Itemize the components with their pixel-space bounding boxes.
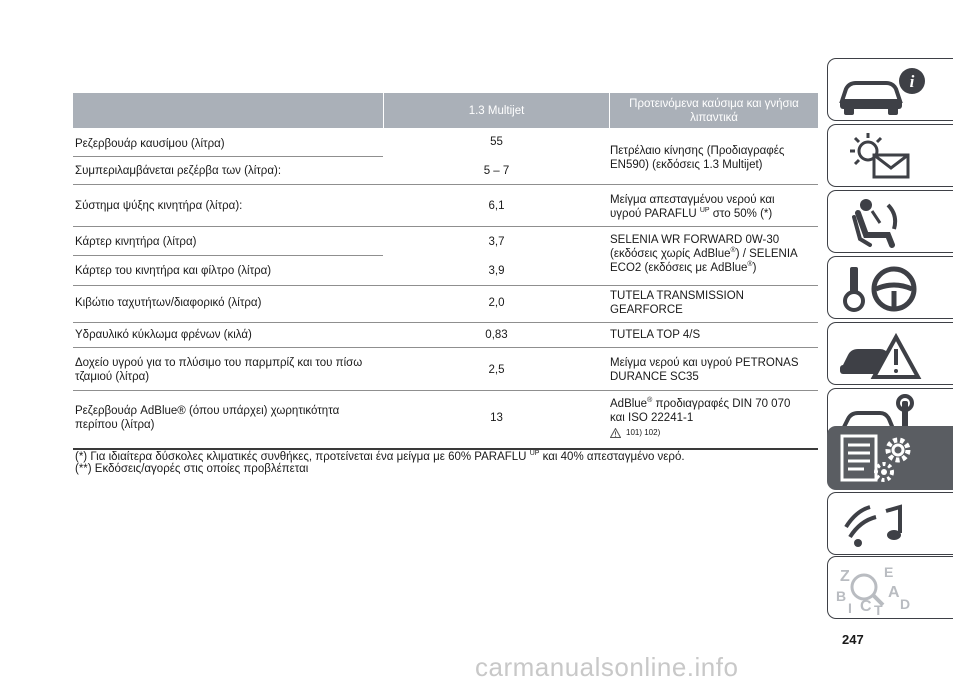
- text-part: ): [752, 262, 757, 274]
- row-label-line: τζαμιού (λίτρα): [75, 371, 150, 383]
- chapter-tab-safety[interactable]: [827, 190, 953, 253]
- text-line: Πετρέλαιο κίνησης (Προδιαγραφές: [610, 145, 785, 157]
- coolant-recommendation: [610, 193, 822, 221]
- footnote-coolant: [75, 451, 685, 463]
- row-label: Σύστημα ψύξης κινητήρα (λίτρα):: [75, 200, 243, 212]
- alphabetical-index-icon: [836, 561, 936, 617]
- watermark: carmanualsonline.info: [475, 652, 739, 682]
- registered-mark: ®: [747, 261, 753, 269]
- header-recommended-cell: [610, 93, 818, 128]
- text-line: [610, 261, 822, 275]
- row-value: 5 – 7: [483, 165, 510, 177]
- row-label-line: Ρεζερβουάρ AdBlue® (όπου υπάρχει) χωρητικότητα: [75, 405, 340, 417]
- washer-fluid-recommendation: [610, 356, 822, 384]
- svg-text:E: E: [884, 564, 894, 580]
- car-info-icon: [836, 63, 936, 119]
- chapter-tab-multimedia[interactable]: [827, 492, 953, 555]
- row-value: 3,7: [488, 236, 505, 248]
- text-line: EN590) (εκδόσεις 1.3 Multijet): [610, 159, 763, 171]
- text-line: [610, 426, 822, 440]
- row-value: 6,1: [488, 200, 505, 212]
- adblue-recommendation: [610, 397, 822, 440]
- header-blank-cell: [73, 93, 383, 128]
- technical-data-gear-icon: [836, 432, 936, 488]
- svg-text:T: T: [874, 602, 883, 617]
- chapter-tab-starting-driving[interactable]: [827, 256, 953, 319]
- row-value: 0,83: [485, 329, 508, 341]
- breakdown-car-icon: [836, 327, 936, 383]
- text-part: στο 50% (*): [712, 208, 773, 220]
- text-line: TUTELA TRANSMISSION: [610, 290, 744, 302]
- row-divider: [73, 285, 818, 286]
- chapter-tab-knowing-your-car[interactable]: [827, 58, 953, 121]
- reference-numbers: 101) 102): [626, 428, 661, 437]
- row-divider: [73, 390, 818, 391]
- row-value: 3,9: [488, 265, 505, 277]
- key-steering-wheel-icon: [836, 261, 936, 317]
- chapter-tab-index[interactable]: [827, 556, 953, 619]
- text-part: προδιαγραφές DIN 70 070: [652, 398, 791, 410]
- svg-text:A: A: [888, 584, 900, 601]
- row-value: 55: [490, 136, 503, 148]
- text-line: Μείγμα απεσταγμένου νερού και: [610, 194, 775, 206]
- svg-text:B: B: [836, 588, 847, 604]
- gearbox-oil-recommendation: [610, 289, 822, 317]
- engine-oil-recommendation: [610, 233, 822, 275]
- svg-text:Z: Z: [840, 568, 850, 585]
- svg-text:D: D: [900, 596, 911, 612]
- text-line: [610, 397, 822, 411]
- table-bottom-rule: [73, 448, 818, 450]
- row-label: Κιβώτιο ταχυτήτων/διαφορικό (λίτρα): [75, 297, 262, 309]
- text-part: (*) Για ιδιαίτερα δύσκολες κλιματικές συνθήκες, προτείνεται ένα μείγμα με 60% PARAFLU: [75, 451, 527, 463]
- svg-text:i: i: [909, 72, 915, 91]
- warning-light-message-icon: [836, 129, 936, 185]
- text-line: GEARFORCE: [610, 304, 683, 316]
- text-part: ECO2 (εκδόσεις με AdBlue: [610, 262, 748, 274]
- warning-triangle-icon: [610, 428, 621, 438]
- text-line: [610, 207, 822, 221]
- text-part: AdBlue: [610, 398, 648, 410]
- text-line: και ISO 22241-1: [610, 412, 694, 424]
- superscript: UP: [699, 207, 710, 215]
- airbag-seat-icon: [836, 195, 936, 251]
- text-part: ) / SELENIA: [735, 248, 798, 260]
- row-label: [75, 404, 339, 432]
- row-label-line: Δοχείο υγρού για το πλύσιμο του παρμπρίζ και του πίσω: [75, 357, 363, 369]
- svg-text:I: I: [848, 600, 852, 616]
- row-label: [75, 356, 362, 384]
- footnote-markets: (**) Εκδόσεις/αγορές στις οποίες προβλέπεται: [75, 463, 309, 475]
- row-label: Κάρτερ του κινητήρα και φίλτρο (λίτρα): [75, 265, 272, 277]
- text-line: Μείγμα νερού και υγρού PETRONAS: [610, 357, 799, 369]
- row-value: 2,5: [488, 364, 505, 376]
- chapter-tab-emergency[interactable]: [827, 322, 953, 385]
- row-divider: [73, 184, 818, 185]
- text-part: και 40% απεσταγμένο νερό.: [542, 451, 685, 463]
- row-label: Ρεζερβουάρ καυσίμου (λίτρα): [75, 138, 225, 150]
- row-value: 13: [490, 412, 503, 424]
- text-part: υγρού PARAFLU: [610, 208, 697, 220]
- row-divider: [73, 156, 383, 157]
- multimedia-music-icon: [836, 497, 936, 553]
- header-recommended-label: Προτεινόμενα καύσιμα και γνήσια λιπαντικά: [629, 97, 799, 124]
- row-value: 2,0: [488, 297, 505, 309]
- text-line: SELENIA WR FORWARD 0W-30: [610, 234, 780, 246]
- svg-text:C: C: [860, 598, 872, 615]
- row-divider: [73, 347, 818, 348]
- row-divider: [73, 255, 383, 256]
- text-part: (εκδόσεις χωρίς AdBlue: [610, 248, 731, 260]
- superscript: UP: [529, 450, 540, 458]
- page-number: 247: [842, 632, 864, 647]
- row-label: Κάρτερ κινητήρα (λίτρα): [75, 236, 197, 248]
- chapter-tab-warning-lights[interactable]: [827, 124, 953, 187]
- row-divider: [73, 322, 818, 323]
- text-line: DURANCE SC35: [610, 371, 699, 383]
- text-line: [610, 247, 822, 261]
- header-engine-cell: [384, 93, 609, 128]
- header-engine-label: 1.3 Multijet: [468, 104, 525, 117]
- row-label-line: περίπου (λίτρα): [75, 419, 155, 431]
- row-label: Συμπεριλαμβάνεται ρεζέρβα των (λίτρα):: [75, 165, 282, 177]
- brake-fluid-recommendation: TUTELA TOP 4/S: [610, 329, 701, 341]
- chapter-tab-technical-data[interactable]: [827, 426, 953, 490]
- registered-mark: ®: [647, 397, 653, 405]
- fuel-recommendation: [610, 144, 822, 172]
- registered-mark: ®: [730, 247, 736, 255]
- row-label: Υδραυλικό κύκλωμα φρένων (κιλά): [75, 329, 252, 341]
- row-divider: [73, 226, 818, 227]
